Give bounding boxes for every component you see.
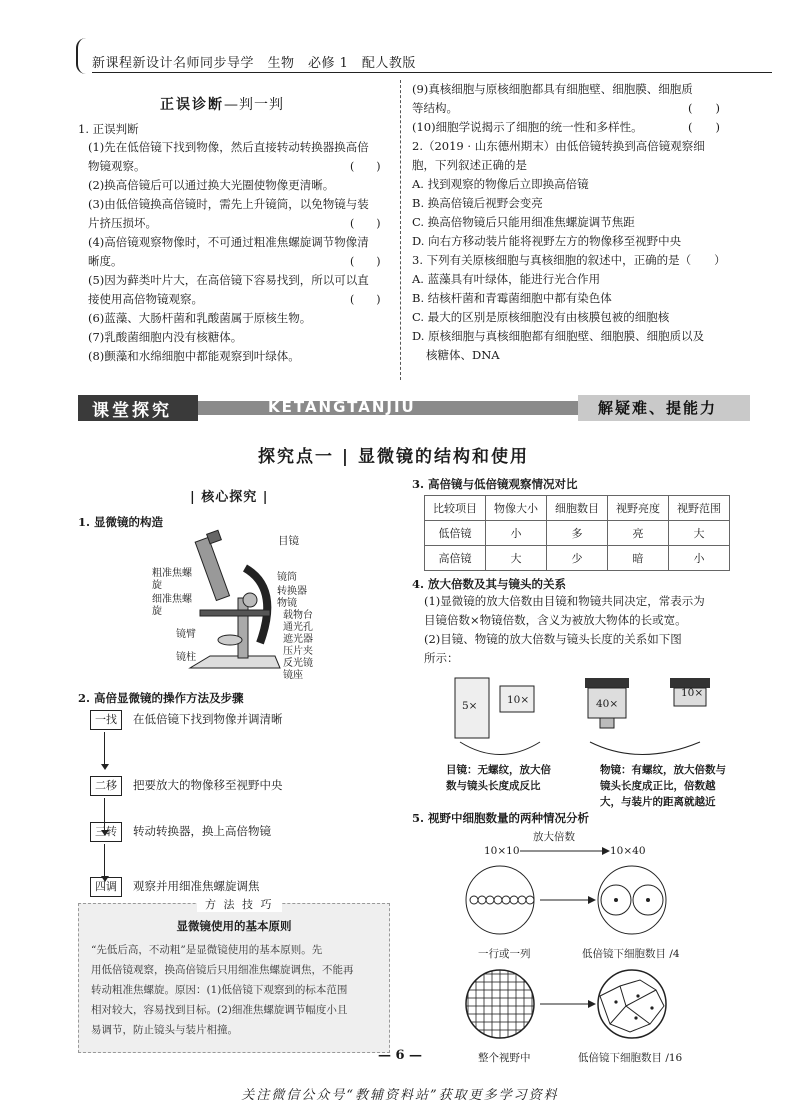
header-rule	[92, 72, 772, 73]
section-banner: 课堂探究 KETANGTANJIU 解疑难、提能力	[78, 393, 750, 423]
step-4-text: 观察并用细准焦螺旋调焦	[133, 879, 260, 893]
caption-row: 一行或一列	[478, 948, 531, 960]
mag-arrow-icon	[520, 846, 610, 856]
right-questions: (9)真核细胞与原核细胞都具有细胞壁、细胞膜、细胞质 等结构。 ( ) (10)细胞学说揭示了细胞的统一性和多样性。 ( ) 2.（2019 · 山东德州期末）由低倍镜转换到高倍镜观察细 胞，下列叙述正确的是 A. 找到观察的物像后立即换高倍镜 B. 换高倍镜后视野会变亮 C. 换高倍物镜后只能用细准焦螺旋调节焦距 D. 向右方移动装片能将视野左方的物像移至视野中央 3. 下列有关原核细胞与真核细胞的叙述中，正确的是（ ） A. 蓝藻具有叶绿体，能进行光合作用 B. 结核杆菌和青霉菌细胞中都有染色体 C. 最大的区别是原核细胞没有由核膜包被的细胞核 D. 原核细胞与真核细胞都有细胞壁、细胞膜、细胞质以及 核糖体、DNA	[412, 82, 726, 362]
step-1-key: 一找	[90, 710, 122, 730]
label-arm: 镜臂	[176, 629, 196, 640]
header-bracket	[76, 38, 88, 74]
step-4-key: 四调	[90, 877, 122, 897]
row-cells-diagram	[460, 862, 700, 942]
question-item: (4)高倍镜观察物像时，不可通过粗准焦螺旋调节物像清	[88, 235, 369, 249]
label-nosepiece: 转换器	[277, 586, 307, 597]
step-3-text: 转动转换器，换上高倍物镜	[133, 824, 271, 838]
comparison-table: 比较项目 物像大小 细胞数目 视野亮度 视野范围 低倍镜 小 多 亮 大 高倍镜 大 少 暗 小	[424, 495, 730, 571]
answer-paren: ( )	[350, 255, 381, 268]
page-number: — 6 —	[377, 1048, 423, 1063]
column-divider	[400, 80, 401, 380]
step-2-key: 二移	[90, 776, 122, 796]
caption-row-result: 低倍镜下细胞数目 /4	[582, 948, 680, 960]
question-1-head: 1. 正误判断	[78, 122, 139, 136]
objective-caption: 物镜：有螺纹，放大倍数与 镜头长度成正比，倍数越 大，与装片的距离就越近	[600, 764, 726, 808]
method-tip-box	[78, 898, 390, 1053]
step-3-key: 三转	[90, 822, 122, 842]
question-item-cont: 物镜观察。 ( )	[88, 157, 388, 176]
answer-paren: ( )	[350, 217, 381, 230]
question-item: (6)蓝藻、大肠杆菌和乳酸菌属于原核生物。	[88, 311, 312, 325]
label-aperture: 通光孔	[283, 622, 313, 633]
eyepiece-caption: 目镜：无螺纹，放大倍 数与镜头长度成反比	[446, 764, 551, 792]
question-item: (8)颤藻和水绵细胞中都能观察到叶绿体。	[88, 349, 300, 363]
question-item-cont: 片挤压损坏。 ( )	[88, 214, 388, 233]
label-stage: 载物台	[283, 610, 313, 621]
answer-paren: ( )	[350, 293, 381, 306]
step-2-text: 把要放大的物像移至视野中央	[133, 778, 283, 792]
core-title: | 核心探究 |	[190, 490, 269, 505]
subsection-4: 4. 放大倍数及其与镜头的关系	[412, 577, 567, 591]
subsection-3: 3. 高倍镜与低倍镜观察情况对比	[412, 477, 578, 491]
tip-label: 方 法 技 巧	[197, 896, 282, 912]
label-coarse: 粗准焦螺旋	[152, 568, 192, 591]
question-item: (2)换高倍镜后可以通过换大光圈使物像更清晰。	[88, 178, 335, 192]
step-1-text: 在低倍镜下找到物像并调清晰	[133, 712, 283, 726]
mag-arrow-label: 放大倍数	[533, 831, 575, 843]
question-item: (1)先在低倍镜下找到物像，然后直接转动转换器换高倍	[88, 140, 369, 154]
tip-body: “先低后高，不动粗”是显微镜使用的基本原则。先 用低倍镜观察，换高倍镜后只用细准焦螺旋调焦，不能再 转动粗准焦螺旋。原因：(1)低倍镜下观察到的标本范围 相对较大，容易找到目标。(2)细准焦螺旋调节幅度小且 易调节，防止镜头与装片相撞。	[91, 944, 354, 1036]
label-base: 镜座	[283, 670, 303, 681]
label-tube: 镜筒	[277, 572, 297, 583]
point-title: 探究点一 | 显微镜的结构和使用	[258, 447, 530, 467]
question-item-cont: 接使用高倍物镜观察。 ( )	[88, 290, 388, 309]
caption-full: 整个视野中	[478, 1052, 531, 1064]
mag-from: 10×10	[484, 845, 520, 857]
tip-title: 显微镜使用的基本原则	[176, 919, 292, 933]
label-mirror: 反光镜	[283, 658, 313, 669]
question-item: (7)乳酸菌细胞内没有核糖体。	[88, 330, 243, 344]
s4-body: (1)显微镜的放大倍数由目镜和物镜共同决定，常表示为 目镜倍数×物镜倍数，含义为被放大物体的长或宽。 (2)目镜、物镜的放大倍数与镜头长度的关系如下图 所示：	[424, 594, 705, 665]
label-eyepiece: 目镜	[278, 535, 299, 547]
caption-full-result: 低倍镜下细胞数目 /16	[578, 1052, 683, 1064]
label-objective: 物镜	[277, 598, 297, 609]
label-diaphragm: 遮光器	[283, 634, 313, 645]
step-arrow	[104, 732, 105, 768]
step-arrow	[104, 844, 105, 880]
label-fine: 细准焦螺旋	[152, 594, 192, 617]
footer-note: 关注微信公众号“教辅资料站”获取更多学习资料	[241, 1088, 559, 1103]
lens-10x-eye: 10×	[507, 694, 530, 706]
subsection-5: 5. 视野中细胞数量的两种情况分析	[412, 811, 590, 825]
subsection-1: 1. 显微镜的构造	[78, 515, 164, 529]
lens-10x-obj: 10×	[681, 687, 704, 699]
lens-40x: 40×	[596, 698, 619, 710]
subsection-2: 2. 高倍显微镜的操作方法及步骤	[78, 691, 244, 705]
running-header: 新课程新设计名师同步导学 生物 必修 1 配人教版	[92, 56, 416, 71]
label-pillar: 镜柱	[176, 652, 196, 663]
section-title: 正误诊断—判一判	[160, 97, 284, 113]
mag-to: 10×40	[610, 845, 646, 857]
lens-5x: 5×	[462, 700, 478, 712]
answer-paren: ( )	[350, 160, 381, 173]
question-item: (5)因为藓类叶片大，在高倍镜下容易找到，所以可以直	[88, 273, 369, 287]
question-item-cont: 晰度。 ( )	[88, 252, 388, 271]
full-cells-diagram	[460, 966, 700, 1046]
label-clips: 压片夹	[283, 646, 313, 657]
question-1-list	[88, 138, 388, 366]
question-item: (3)由低倍镜换高倍镜时，需先上升镜筒，以免物镜与装	[88, 197, 369, 211]
